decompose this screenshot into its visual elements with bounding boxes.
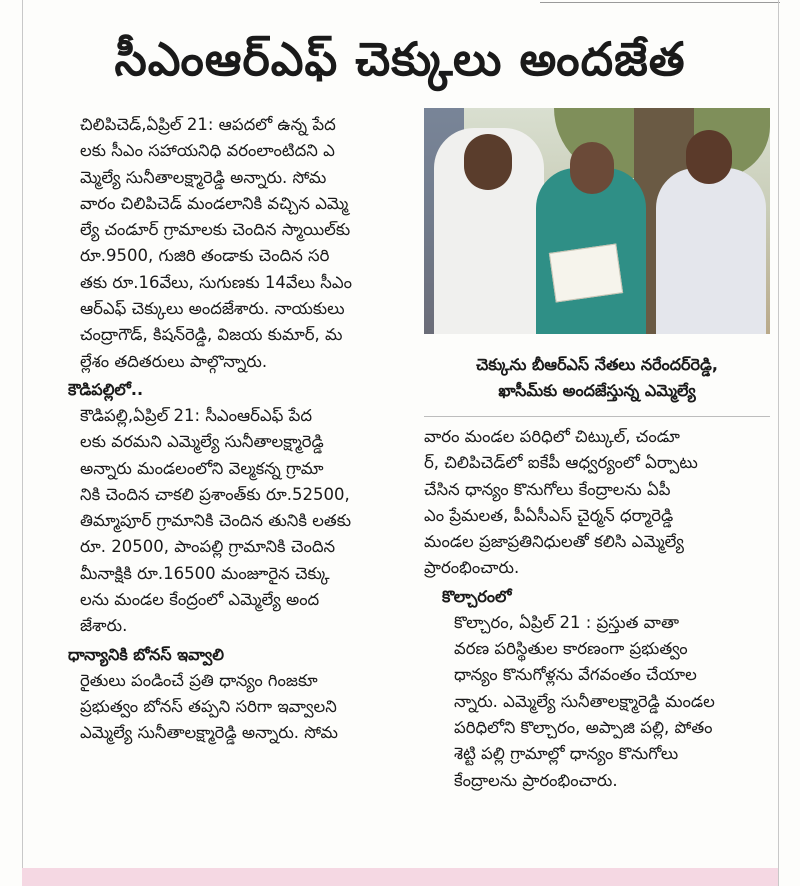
text-line: అన్నారు మండలంలోని వెల్మకన్న గ్రామా: [80, 458, 324, 478]
text-line: తిమ్మాపూర్ గ్రామానికి చెందిన తునికి లతకు: [80, 511, 352, 531]
right-column: [424, 424, 770, 794]
caption-line: చెక్కును బీఆర్ఎస్ నేతలు నరేందర్‌రెడ్డి,: [476, 355, 718, 374]
text-line: వారం మండల పరిధిలో చిట్కుల్, చండూ: [424, 427, 680, 446]
news-photo: [424, 108, 770, 334]
text-line: శెట్టి పల్లి గ్రామాల్లో ధాన్యం కొనుగోలు: [454, 744, 679, 764]
photo-head-center: [570, 142, 614, 194]
text-line: ప్రారంభించారు.: [424, 558, 520, 578]
left-para-2: [50, 403, 410, 640]
text-line: రూ.9500, గుజిరి తండాకు చెందిన సరి: [80, 246, 330, 266]
photo-head-right: [686, 130, 732, 184]
text-line: చేసిన ధాన్యం కొనుగోలు కేంద్రాలను ఏపీ: [424, 479, 671, 499]
subhead-bonus: ధాన్యానికి బోనస్ ఇవ్వాలి: [68, 644, 224, 664]
text-line: ర్, చిలిపిచెడ్‌లో ఐకేపీ ఆధ్వర్యంలో ఏర్పాటు: [424, 453, 698, 473]
text-line: లకు వరమని ఎమ్మెల్యే సునీతాలక్ష్మారెడ్డి: [80, 432, 324, 452]
left-frame-rule: [22, 0, 23, 886]
text-line: తకు రూ.16వేలు, సుగుణకు 14వేలు సీఎం: [80, 272, 352, 292]
text-line: మ్మెల్యే సునీతాలక్ష్మారెడ్డి అన్నారు. సోమ: [80, 167, 327, 187]
text-line: ఎమ్మెల్యే సునీతాలక్ష్మారెడ్డి అన్నారు. సోమ: [80, 723, 339, 743]
photo-head-left: [464, 134, 512, 190]
photo-caption: [424, 352, 770, 404]
caption-divider: [424, 416, 770, 417]
photo-person-right: [656, 168, 766, 334]
text-line: చిలిపిచెడ్,ఏప్రిల్ 21: ఆపదలో ఉన్న పేద: [80, 115, 336, 134]
text-line: మండల ప్రజాప్రతినిధులతో కలిసి ఎమ్మెల్యే: [424, 532, 684, 552]
text-line: ప్రభుత్వం బోనస్ తప్పని సరిగా ఇవ్వాలని: [80, 696, 337, 716]
text-line: మీనాక్షికి రూ.16500 మంజూరైన చెక్కు: [80, 563, 330, 583]
text-line: జేశారు.: [80, 616, 128, 636]
right-para-2: [424, 610, 770, 794]
text-line: వారం చిలిపిచెడ్ మండలానికి వచ్చిన ఎమ్మె: [80, 193, 349, 213]
text-line: కేంద్రాలను ప్రారంభించారు.: [454, 770, 618, 790]
text-line: ల్లేశం తదితరులు పాల్గొన్నారు.: [80, 351, 268, 371]
photo-cheque: [549, 244, 623, 303]
text-line: వరణ పరిస్థితుల కారణంగా ప్రభుత్వం: [454, 639, 688, 659]
right-frame-rule: [778, 0, 779, 886]
left-para-1: [50, 112, 410, 375]
subhead-kolcharam: కొల్చారంలో: [442, 586, 512, 606]
caption-line: ఖాసీమ్‌కు అందజేస్తున్న ఎమ్మెల్యే: [498, 381, 696, 400]
text-line: లకు సీఎం సహాయనిధి వరంలాంటిదని ఎ: [80, 141, 335, 161]
text-line: నికి చెందిన చాకలి ప్రశాంత్‌కు రూ.52500,: [80, 484, 350, 504]
next-article-banner: [22, 868, 778, 886]
text-line: ఎం ప్రేమలత, పీఏసీఎస్ చైర్మన్ ధర్మారెడ్డి: [424, 505, 674, 525]
text-line: రూ. 20500, పాంపల్లి గ్రామానికి చెందిన: [80, 537, 336, 557]
left-para-3: [50, 668, 410, 747]
text-line: చంద్రాగౌడ్, కిషన్‌రెడ్డి, విజయ కుమార్, మ: [80, 325, 343, 345]
top-rule: [540, 2, 780, 3]
text-line: కౌడిపల్లి,ఏప్రిల్ 21: సీఎంఆర్‌ఎఫ్ పేద: [80, 405, 313, 425]
right-para-1: [424, 424, 770, 582]
text-line: ల్యే చండూర్ గ్రామాలకు చెందిన స్మాయిల్‌కు: [80, 220, 351, 240]
headline: సీఎంఆర్‌ఎఫ్ చెక్కులు అందజేత: [114, 32, 686, 86]
left-column: [50, 112, 410, 747]
text-line: పరిధిలోని కొల్చారం, అప్పాజి పల్లి, పోతం: [454, 717, 713, 737]
text-line: న్నారు. ఎమ్మెల్యే సునీతాలక్ష్మారెడ్డి మండల: [454, 691, 715, 711]
text-line: ధాన్యం కొనుగోళ్లను వేగవంతం చేయాల: [454, 665, 697, 685]
text-line: కొల్చారం, ఏప్రిల్ 21 : ప్రస్తుత వాతా: [454, 612, 679, 632]
subhead-koudipalli: కౌడిపల్లిలో..: [68, 379, 144, 399]
text-line: లను మండల కేంద్రంలో ఎమ్మెల్యే అంద: [80, 590, 320, 610]
top-border: [0, 0, 800, 12]
text-line: రైతులు పండించే ప్రతి ధాన్యం గింజకూ: [80, 670, 318, 690]
text-line: ఆర్‌ఎఫ్ చెక్కులు అందజేశారు. నాయకులు: [80, 299, 345, 319]
